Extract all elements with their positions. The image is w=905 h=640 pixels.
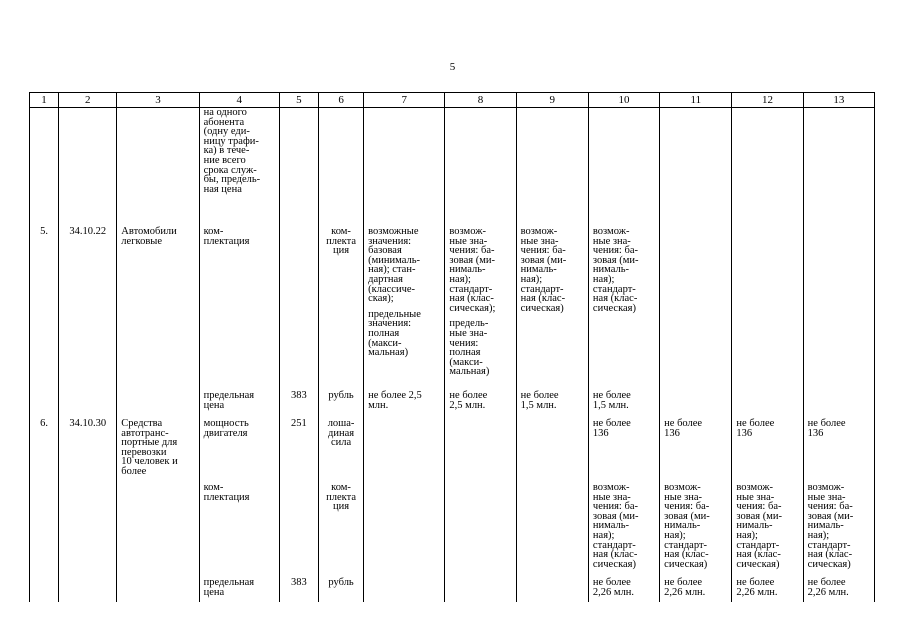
cell-value-col12: не более 2,26 млн. [732,578,803,602]
cell-characteristic: ком- плектация [199,221,279,391]
header-cell-4: 4 [199,93,279,108]
cell-value-col12: возмож- ные зна- чения: ба- зовая (ми- нималь- ная); стандарт- ная (клас- сическая) [732,483,803,578]
cell-okei-code: 251 [279,413,318,483]
cell-unit: рубль [318,578,363,602]
cell-characteristic: предельная цена [199,391,279,413]
cell-value-col10: не более 2,26 млн. [588,578,659,602]
cell-value-col12: не более 136 [732,413,803,483]
table-row-6-equipment [30,483,875,578]
header-cell-6: 6 [318,93,363,108]
header-cell-10: 10 [588,93,659,108]
cell-value-col11: не более 2,26 млн. [660,578,732,602]
table-row-6-power [30,413,875,483]
cell-value-col8: не более 2,5 млн. [445,391,516,413]
cell-characteristic: предельная цена [199,578,279,602]
header-cell-5: 5 [279,93,318,108]
cell-unit: ком- плекта ция [318,483,363,578]
cell-value-col13: не более 136 [803,413,874,483]
header-cell-8: 8 [445,93,516,108]
cell-characteristic: мощность двигателя [199,413,279,483]
cell-okei-code: 383 [279,578,318,602]
header-cell-2: 2 [59,93,117,108]
table-row-5-equipment [30,221,875,391]
cell-okei-code [279,221,318,391]
cell-value-col11: возмож- ные зна- чения: ба- зовая (ми- нималь- ная); стандарт- ная (клас- сическая) [660,483,732,578]
requirements-table [29,92,875,602]
cell-okpd-code: 34.10.22 [59,221,117,391]
value-possible: возможные значения: базовая (минималь- ная); стан- дартная (классиче- ская); [368,226,420,305]
header-cell-7: 7 [364,93,445,108]
cell-value-col9: не более 1,5 млн. [516,391,588,413]
cell-okei-code: 383 [279,391,318,413]
cell-product-name: Автомобили легковые [117,221,199,391]
cell-value-col11: не более 136 [660,413,732,483]
cell-value-col7: не более 2,5 млн. [364,391,445,413]
cell-value-col10: возмож- ные зна- чения: ба- зовая (ми- нималь- ная); стандарт- ная (клас- сическая) [588,221,659,391]
cell-value-col13: возмож- ные зна- чения: ба- зовая (ми- нималь- ная); стандарт- ная (клас- сическая) [803,483,874,578]
header-cell-1: 1 [30,93,59,108]
cell-okpd-code: 34.10.30 [59,413,117,483]
cell-product-name: Средства автотранс- портные для перевозки 10 человек и более [117,413,199,483]
header-row [30,93,875,108]
cell-characteristic: ком- плектация [199,483,279,578]
table-row-5-price [30,391,875,413]
cell-unit: ком- плекта ция [318,221,363,391]
header-cell-9: 9 [516,93,588,108]
cell-row-number: 5. [30,221,59,391]
table-row-6-price [30,578,875,602]
table-header [30,93,875,108]
header-cell-3: 3 [117,93,199,108]
cell-value-col8 [445,221,516,391]
cell-value-col10: не более 1,5 млн. [588,391,659,413]
value-limit: предельные значения: полная (макси- мальная) [368,308,421,359]
header-cell-12: 12 [732,93,803,108]
cell-value-col10: не более 136 [588,413,659,483]
page-number: 5 [449,61,456,73]
cell-unit: рубль [318,391,363,413]
cell-value-col7 [364,221,445,391]
header-cell-13: 13 [803,93,874,108]
cell-row-number: 6. [30,413,59,483]
table-row-continuation [30,108,875,222]
header-cell-11: 11 [660,93,732,108]
cell-characteristic: на одного абонента (одну еди- ницу трафи- ка) в тече- ние всего срока служ- бы, предель- ная цена [199,108,279,222]
value-limit: предель- ные зна- чения: полная (макси- мальная) [449,318,490,378]
cell-value-col10: возмож- ные зна- чения: ба- зовая (ми- нималь- ная); стандарт- ная (клас- сическая) [588,483,659,578]
cell-value-col9: возмож- ные зна- чения: ба- зовая (ми- нималь- ная); стандарт- ная (клас- сическая) [516,221,588,391]
cell-value-col13: не более 2,26 млн. [803,578,874,602]
cell-unit: лоша- диная сила [318,413,363,483]
value-possible: возмож- ные зна- чения: ба- зовая (ми- нималь- ная); стандарт- ная (клас- сическая); [449,226,496,314]
